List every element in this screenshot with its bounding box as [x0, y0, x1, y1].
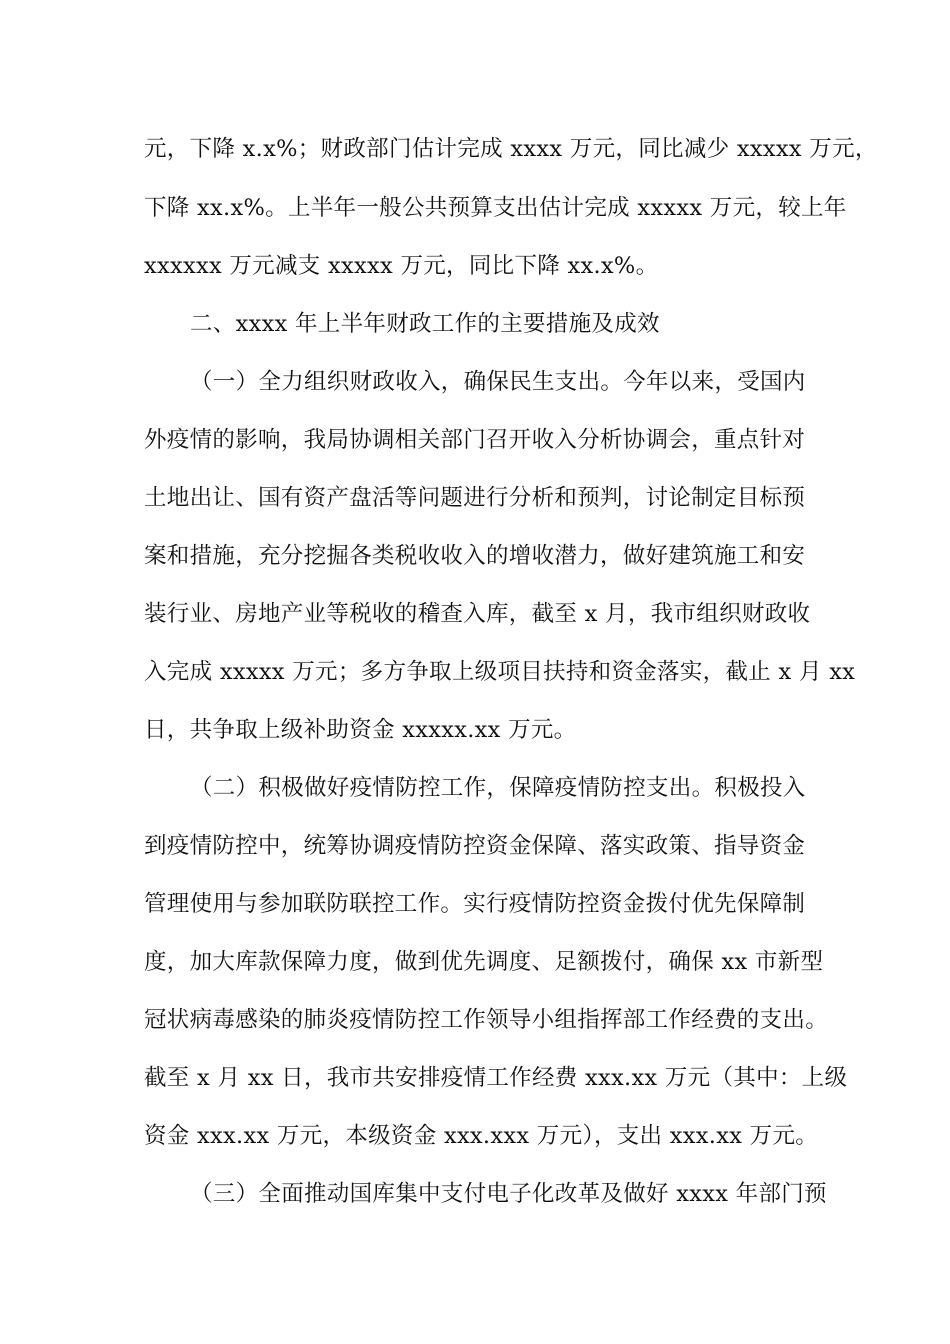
- text-line: 度，加大库款保障力度，做到优先调度、足额拨付，确保 xx 市新型: [144, 949, 824, 975]
- text-line: 冠状病毒感染的肺炎疫情防控工作领导小组指挥部工作经费的支出。: [144, 1007, 829, 1033]
- text-line: 入完成 xxxxx 万元；多方争取上级项目扶持和资金落实，截止 x 月 xx: [144, 659, 856, 685]
- text-line: 日，共争取上级补助资金 xxxxx.xx 万元。: [144, 717, 577, 743]
- text-line: 截至 x 月 xx 日，我市共安排疫情工作经费 xxx.xx 万元（其中：上级: [144, 1065, 848, 1091]
- text-line: xxxxxx 万元减支 xxxxx 万元，同比下降 xx.x%。: [144, 253, 659, 279]
- text-line: 外疫情的影响，我局协调相关部门召开收入分析协调会，重点针对: [144, 427, 806, 453]
- text-line: （三）全面推动国库集中支付电子化改革及做好 xxxx 年部门预: [190, 1181, 827, 1207]
- text-line: 管理使用与参加联防联控工作。实行疫情防控资金拨付优先保障制: [144, 891, 806, 917]
- text-line: 下降 xx.x%。上半年一般公共预算支出估计完成 xxxxx 万元，较上年: [144, 195, 847, 221]
- text-line: （一）全力组织财政收入，确保民生支出。今年以来，受国内: [190, 369, 806, 395]
- text-line: 元，下降 x.x%；财政部门估计完成 xxxx 万元，同比减少 xxxxx 万元，: [144, 136, 878, 162]
- text-line: 到疫情防控中，统筹协调疫情防控资金保障、落实政策、指导资金: [144, 833, 806, 859]
- text-line: 装行业、房地产业等税收的稽查入库，截至 x 月，我市组织财政收: [144, 601, 811, 627]
- text-line: 案和措施，充分挖掘各类税收收入的增收潜力，做好建筑施工和安: [144, 543, 806, 569]
- text-line: 土地出让、国有资产盘活等问题进行分析和预判，讨论制定目标预: [144, 485, 806, 511]
- section-heading: 二、xxxx 年上半年财政工作的主要措施及成效: [190, 311, 660, 337]
- text-line: （二）积极做好疫情防控工作，保障疫情防控支出。积极投入: [190, 775, 806, 801]
- text-line: 资金 xxx.xx 万元，本级资金 xxx.xxx 万元），支出 xxx.xx 万元。: [144, 1123, 819, 1149]
